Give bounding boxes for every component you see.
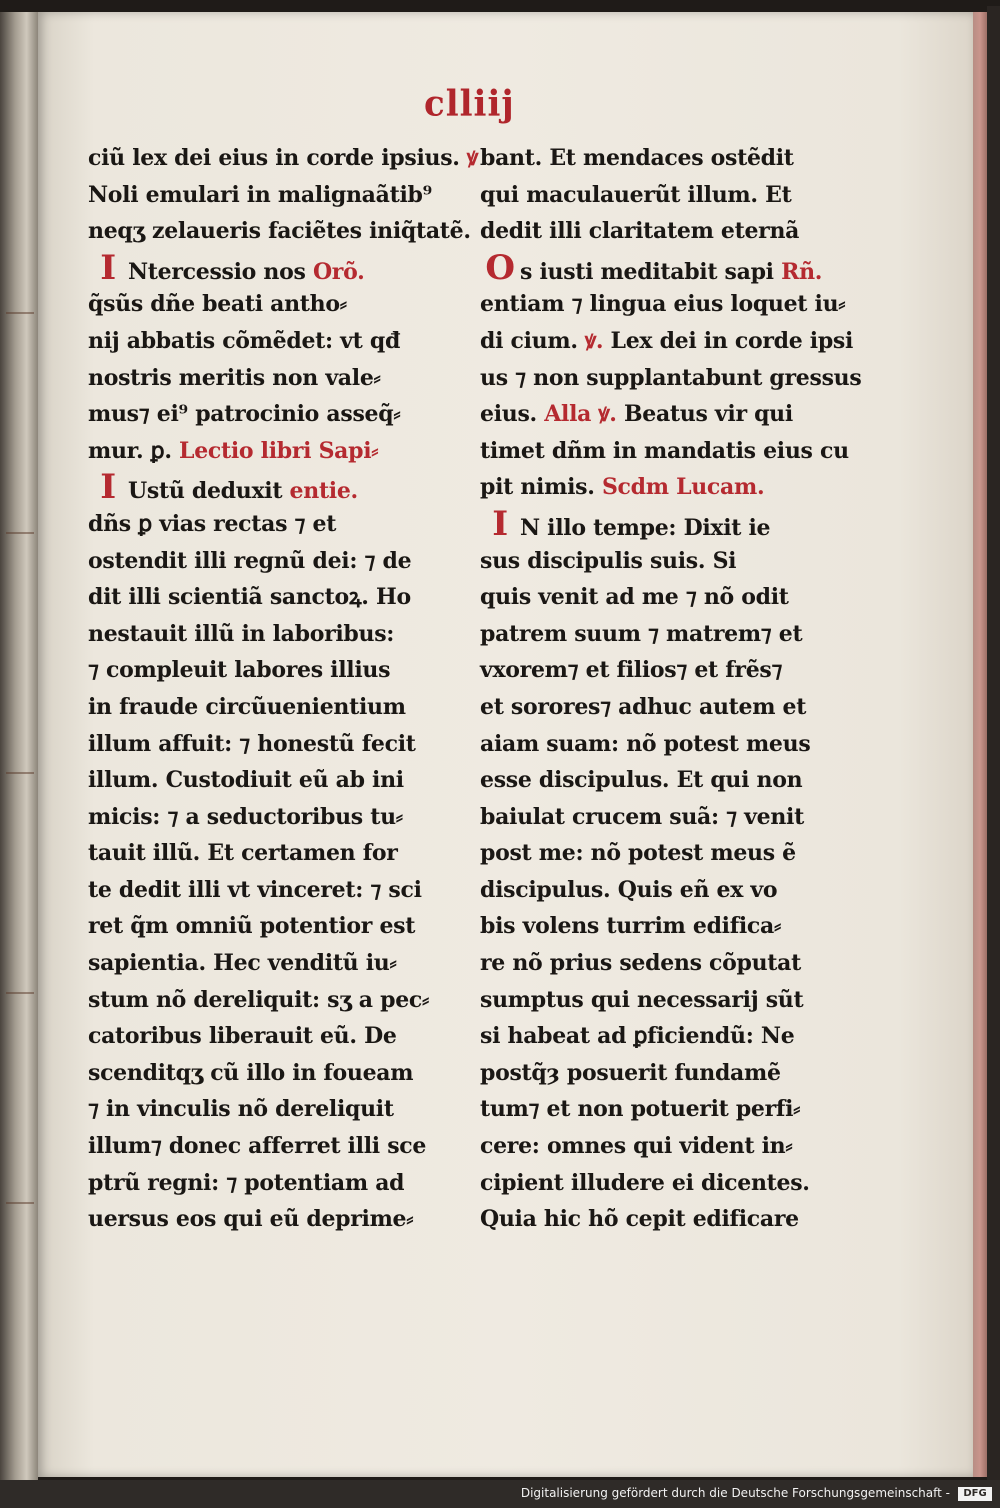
rubricated-initial: O xyxy=(485,247,515,288)
line-text: stum nõ dereliquit: sʒ a pec⸗ xyxy=(88,986,430,1013)
rubric-text: Scdm Lucam. xyxy=(601,474,765,501)
folio-number: clliij xyxy=(424,83,515,125)
line-text: bant. Et mendaces ostẽdit xyxy=(480,145,794,171)
text-line xyxy=(88,762,440,799)
line-text: cere: omnes qui vident in⸗ xyxy=(480,1133,793,1160)
line-text-after: Beatus vir qui xyxy=(623,401,793,428)
line-text: nostris meritis non vale⸗ xyxy=(88,364,381,391)
text-line xyxy=(480,872,830,909)
line-text: ciũ lex dei eius in corde ipsius. xyxy=(88,145,460,171)
line-text: catoribus liberauit eũ. De xyxy=(88,1023,397,1050)
text-line xyxy=(480,982,830,1019)
text-line xyxy=(88,908,440,945)
text-line xyxy=(480,1055,830,1092)
line-text: illum. Custodiuit eũ ab ini xyxy=(88,767,404,794)
rubricated-initial: I xyxy=(100,467,116,508)
text-line xyxy=(88,543,440,580)
text-line xyxy=(480,543,830,580)
line-text: ret q̃m omniũ potentior est xyxy=(88,913,416,940)
text-line xyxy=(88,652,440,689)
text-line xyxy=(88,726,440,763)
rubricated-initial: I xyxy=(100,247,116,288)
text-line xyxy=(480,689,830,726)
text-line xyxy=(88,469,440,506)
line-text: et sorores⁊ adhuc autem et xyxy=(480,693,807,720)
bleed-mark xyxy=(6,532,34,534)
text-line xyxy=(480,1165,830,1202)
line-text: si habeat ad ꝑficiendũ: Ne xyxy=(480,1023,795,1050)
text-line xyxy=(480,579,830,616)
text-line xyxy=(88,247,440,288)
text-line xyxy=(480,1128,830,1165)
text-line xyxy=(88,213,471,250)
text-line xyxy=(480,360,862,397)
line-text: uersus eos qui eũ deprime⸗ xyxy=(88,1206,414,1233)
line-text: timet dñm in mandatis eius cu xyxy=(480,437,849,464)
text-line xyxy=(88,140,478,177)
line-text: pit nimis. xyxy=(480,474,595,501)
line-text: vxorem⁊ et filios⁊ et frẽs⁊ xyxy=(480,657,783,684)
rubric-text: Orõ. xyxy=(312,258,365,285)
line-text: N illo tempe: Dixit ie xyxy=(520,514,771,541)
text-line xyxy=(480,396,830,433)
footer-credit: Digitalisierung gefördert durch die Deutsche Forschungsgemeinschaft - xyxy=(520,1486,950,1500)
text-line xyxy=(88,506,440,543)
text-line xyxy=(480,835,830,872)
text-line xyxy=(88,286,440,323)
text-line xyxy=(88,1165,440,1202)
text-line xyxy=(88,872,440,909)
text-line xyxy=(480,469,830,506)
rubric-text: Alla ꝟ. xyxy=(544,401,617,428)
line-text: Noli emulari in malignaãtib⁹ xyxy=(88,181,432,208)
text-line xyxy=(480,247,830,288)
line-text: scenditqʒ cũ illo in foueam xyxy=(88,1059,414,1086)
dfg-logo: DFG xyxy=(958,1487,992,1501)
line-text: postq̃ȝ posuerit fundamẽ xyxy=(480,1059,781,1086)
text-line xyxy=(88,323,440,360)
line-text: te dedit illi vt vinceret: ⁊ sci xyxy=(88,876,422,903)
line-text: ostendit illi regnũ dei: ⁊ de xyxy=(88,547,412,574)
line-text: neqʒ zelaueris faciẽtes iniq̃tatẽ. xyxy=(88,218,471,245)
text-line xyxy=(480,799,830,836)
line-text: post me: nõ potest meus ẽ xyxy=(480,840,796,867)
rubric-text: Lectio libri Sapi⸗ xyxy=(179,437,379,464)
bleed-mark xyxy=(6,772,34,774)
scan-shadow xyxy=(987,6,1000,1480)
text-line xyxy=(88,360,440,397)
line-text: di cium. xyxy=(480,327,578,354)
text-line xyxy=(88,945,440,982)
line-text: qui maculauerũt illum. Et xyxy=(480,181,792,208)
rubric-text: ꝟ. xyxy=(585,327,604,354)
line-text: tum⁊ et non potuerit perfi⸗ xyxy=(480,1096,801,1123)
page-edge-red xyxy=(973,12,987,1477)
text-line xyxy=(480,726,830,763)
line-text: q̃sũs dñe beati antho⸗ xyxy=(88,291,347,318)
text-line xyxy=(480,140,830,177)
line-text: illum affuit: ⁊ honestũ fecit xyxy=(88,730,416,757)
line-text: eius. xyxy=(480,401,537,428)
text-line xyxy=(88,579,440,616)
text-line xyxy=(88,396,440,433)
line-text: mus⁊ ei⁹ patrocinio asseq̃⸗ xyxy=(88,401,401,428)
bleed-mark xyxy=(6,992,34,994)
text-line xyxy=(88,1128,440,1165)
line-text: ptrũ regni: ⁊ potentiam ad xyxy=(88,1169,405,1196)
line-text: sumptus qui necessarij sũt xyxy=(480,986,804,1013)
text-line xyxy=(480,433,849,470)
line-text: entiam ⁊ lingua eius loquet iu⸗ xyxy=(480,291,846,318)
text-line xyxy=(88,177,440,214)
rubric-text: entie. xyxy=(289,478,358,505)
text-line xyxy=(480,616,830,653)
text-line xyxy=(480,213,830,250)
line-text: sus discipulis suis. Si xyxy=(480,547,737,574)
text-line xyxy=(480,945,830,982)
line-text: esse discipulus. Et qui non xyxy=(480,767,803,794)
bleed-mark xyxy=(6,312,34,314)
line-text: micis: ⁊ a seductoribus tu⸗ xyxy=(88,803,403,830)
text-line xyxy=(480,652,830,689)
line-text: quis venit ad me ⁊ nõ odit xyxy=(480,584,789,611)
text-line xyxy=(480,1091,830,1128)
footer-bar xyxy=(0,1480,1000,1508)
line-text: patrem suum ⁊ matrem⁊ et xyxy=(480,620,803,647)
line-text: baiulat crucem suã: ⁊ venit xyxy=(480,803,804,830)
line-text: dñs ꝑ vias rectas ⁊ et xyxy=(88,510,337,537)
line-text: ⁊ compleuit labores illius xyxy=(88,657,391,684)
line-text: Ntercessio nos xyxy=(128,258,306,285)
text-line xyxy=(480,762,830,799)
right-text-column xyxy=(480,140,862,1238)
line-text: nestauit illũ in laboribus: xyxy=(88,620,395,647)
line-text-after: Lex dei in corde ipsi xyxy=(610,327,854,354)
line-text: aiam suam: nõ potest meus xyxy=(480,730,811,757)
text-line xyxy=(480,908,830,945)
line-text: ⁊ in vinculis nõ dereliquit xyxy=(88,1096,394,1123)
left-text-column xyxy=(88,140,478,1238)
line-text: tauit illũ. Et certamen for xyxy=(88,840,398,867)
text-line xyxy=(480,323,854,360)
line-text: dit illi scientiã sanctoꝝ. Ho xyxy=(88,584,411,611)
line-text: discipulus. Quis eñ ex vo xyxy=(480,876,778,903)
text-line xyxy=(88,982,440,1019)
line-text: re nõ prius sedens cõputat xyxy=(480,950,801,977)
line-text: in fraude circũuenientium xyxy=(88,693,406,720)
text-line xyxy=(480,503,830,544)
text-line xyxy=(88,1018,440,1055)
text-line xyxy=(88,433,440,470)
bleed-mark xyxy=(6,1202,34,1204)
rubric-text: Rñ. xyxy=(781,258,823,285)
text-line xyxy=(480,1018,830,1055)
line-text: bis volens turrim edifica⸗ xyxy=(480,913,782,940)
line-text: cipient illudere ei dicentes. xyxy=(480,1169,810,1196)
line-text: Quia hic hõ cepit edificare xyxy=(480,1206,799,1233)
line-text: us ⁊ non supplantabunt gressus xyxy=(480,364,862,391)
rubric-text: ꝟ xyxy=(467,145,478,171)
line-text: s iusti meditabit sapi xyxy=(520,258,774,285)
left-page-edge xyxy=(0,12,38,1480)
text-line xyxy=(88,1201,440,1238)
text-line xyxy=(88,799,440,836)
rubricated-initial: I xyxy=(492,503,508,544)
text-line xyxy=(88,689,440,726)
line-text: dedit illi claritatem eternã xyxy=(480,218,800,245)
line-text: Ustũ deduxit xyxy=(128,478,283,505)
text-line xyxy=(480,177,830,214)
line-text: nij abbatis cõmẽdet: vt qđ xyxy=(88,327,401,354)
line-text: mur. ꝑ. xyxy=(88,437,172,464)
text-line xyxy=(88,1091,440,1128)
text-line xyxy=(480,1201,830,1238)
line-text: sapientia. Hec venditũ iu⸗ xyxy=(88,950,397,977)
text-line xyxy=(88,1055,440,1092)
text-line xyxy=(480,286,846,323)
text-line xyxy=(88,616,440,653)
text-line xyxy=(88,835,440,872)
line-text: illum⁊ donec afferret illi sce xyxy=(88,1133,427,1160)
